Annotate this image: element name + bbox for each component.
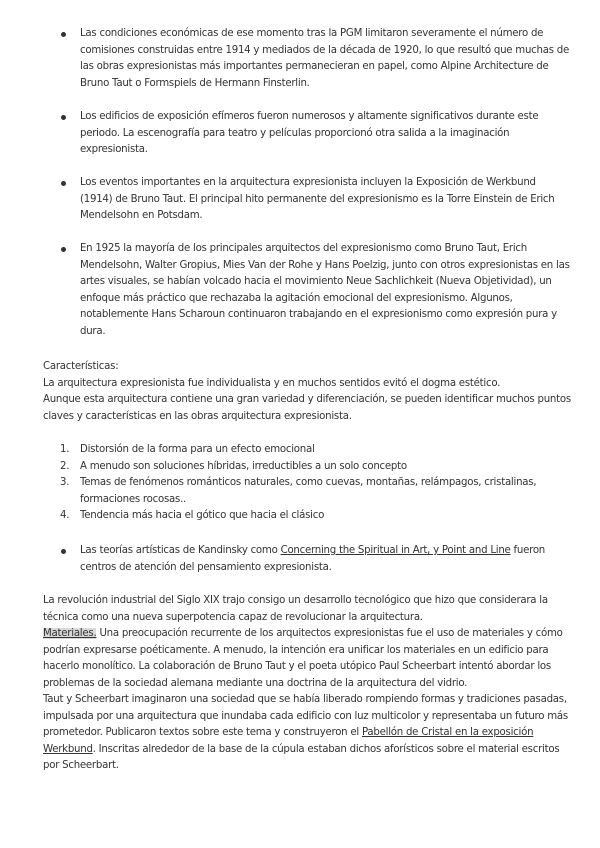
kandinsky-link[interactable]: Concerning the Spiritual in Art, y Point and Line	[280, 545, 511, 556]
list-item	[60, 508, 570, 525]
bullet-list-top	[60, 109, 570, 159]
paragraph: La revolución industrial del Siglo XIX trajo consigo un desarrollo tecnológico que hizo que considerara la técnica como una nueva superpotencia capaz de revolucionar la arquitectura.	[43, 595, 548, 623]
list-item	[60, 442, 570, 459]
list-item: Los eventos importantes en la arquitectura expresionista incluyen la Exposición de Werkbund (1914) de Bruno Taut. El principal hito permanente del expresionismo es la Torre Einstein de Erich Mendelsohn en Potsdam.	[60, 175, 570, 225]
pabellon-link[interactable]: Pabellón de Cristal en la exposición Werkbund	[43, 727, 534, 755]
list-number: 2.	[60, 460, 70, 472]
materiales-label: Materiales.	[43, 628, 97, 639]
list-item: En 1925 la mayoría de los principales arquitectos del expresionismo como Bruno Taut, Erich Mendelsohn, Walter Gropius, Mies Van der Rohe y Hans Poelzig, junto con otros expresionistas en las artes visuales, se habían volcado hacia el movimiento Neue Sachlichkeit (Nueva Objetividad), un enfoque más práctico que rechazaba la agitación emocional del expresionismo. Algunos, notablemente Hans Scharoun continuaron trabajando en el expresionismo como expresión pura y dura.	[60, 241, 570, 340]
characteristics-list	[60, 442, 570, 525]
section-heading: Características:	[43, 361, 119, 372]
text-span: . Inscritas alrededor de la base de la cúpula estaban dichos aforísticos sobre el material escritos por Scheerbart.	[43, 743, 560, 771]
list-number: 1.	[60, 444, 70, 455]
list-item	[60, 543, 570, 576]
taut-paragraph	[43, 692, 575, 775]
text-span: Una preocupación recurrente de los arquitectos expresionistas fue el uso de materiales y cómo podrían expresarse poéticamente. A menudo, la intención era unificar los materiales en un edificio para hacerlo monolítico. La colaboración de Bruno Taut y el poeta utópico Paul Scheerbart intentó abordar los problemas de la sociedad alemana mediante una doctrina de la arquitectura del vidrio.	[43, 628, 563, 689]
caracteristicas-section	[43, 359, 575, 425]
text-span: Taut y Scheerbart imaginaron una sociedad que se había liberado rompiendo formas y tradiciones pasadas, impulsada por una arquitectura que inundaba cada edificio con luz multicolor y representaba un futuro más prometedor. Publicaron textos sobre este tema y construyeron el	[43, 694, 568, 738]
list-item	[60, 475, 570, 508]
revolucion-paragraph	[43, 593, 575, 775]
bullet-list-top	[60, 241, 570, 340]
paragraph: La arquitectura expresionista fue individualista y en muchos sentidos evitó el dogma estético.	[43, 377, 501, 389]
bullet-list-kandinsky	[60, 543, 570, 576]
list-item-text: Distorsión de la forma para un efecto emocional	[80, 444, 315, 455]
text-span: fueron centros de atención del pensamiento expresionista.	[80, 545, 546, 573]
bullet-list-top	[60, 26, 570, 92]
materiales-paragraph	[43, 626, 575, 692]
bullet-list-top	[60, 175, 570, 225]
list-item-text: Tendencia más hacia el gótico que hacia el clásico	[80, 510, 325, 521]
list-item: Las condiciones económicas de ese momento tras la PGM limitaron severamente el número de comisiones construidas entre 1914 y mediados de la década de 1920, lo que resultó que muchas de las obras expresionistas más importantes permanecieran en papel, como Alpine Architecture de Bruno Taut o Formspiels de Hermann Finsterlin.	[60, 26, 570, 92]
paragraph: Aunque esta arquitectura contiene una gran variedad y diferenciación, se pueden identificar muchos puntos claves y características en las obras arquitectura expresionista.	[43, 394, 571, 422]
text-span: Las teorías artísticas de Kandinsky como	[80, 545, 281, 556]
list-item: Los edificios de exposición efímeros fueron numerosos y altamente significativos durante este periodo. La escenografía para teatro y películas proporcionó otra salida a la imaginación expresionista.	[60, 109, 570, 159]
list-item	[60, 459, 570, 476]
list-item-text: A menudo son soluciones híbridas, irreductibles a un solo concepto	[80, 460, 407, 472]
list-item-text: Temas de fenómenos románticos naturales, como cuevas, montañas, relámpagos, cristalinas, formaciones rocosas..	[80, 477, 537, 505]
list-number: 4.	[60, 510, 70, 521]
list-number: 3.	[60, 477, 70, 488]
